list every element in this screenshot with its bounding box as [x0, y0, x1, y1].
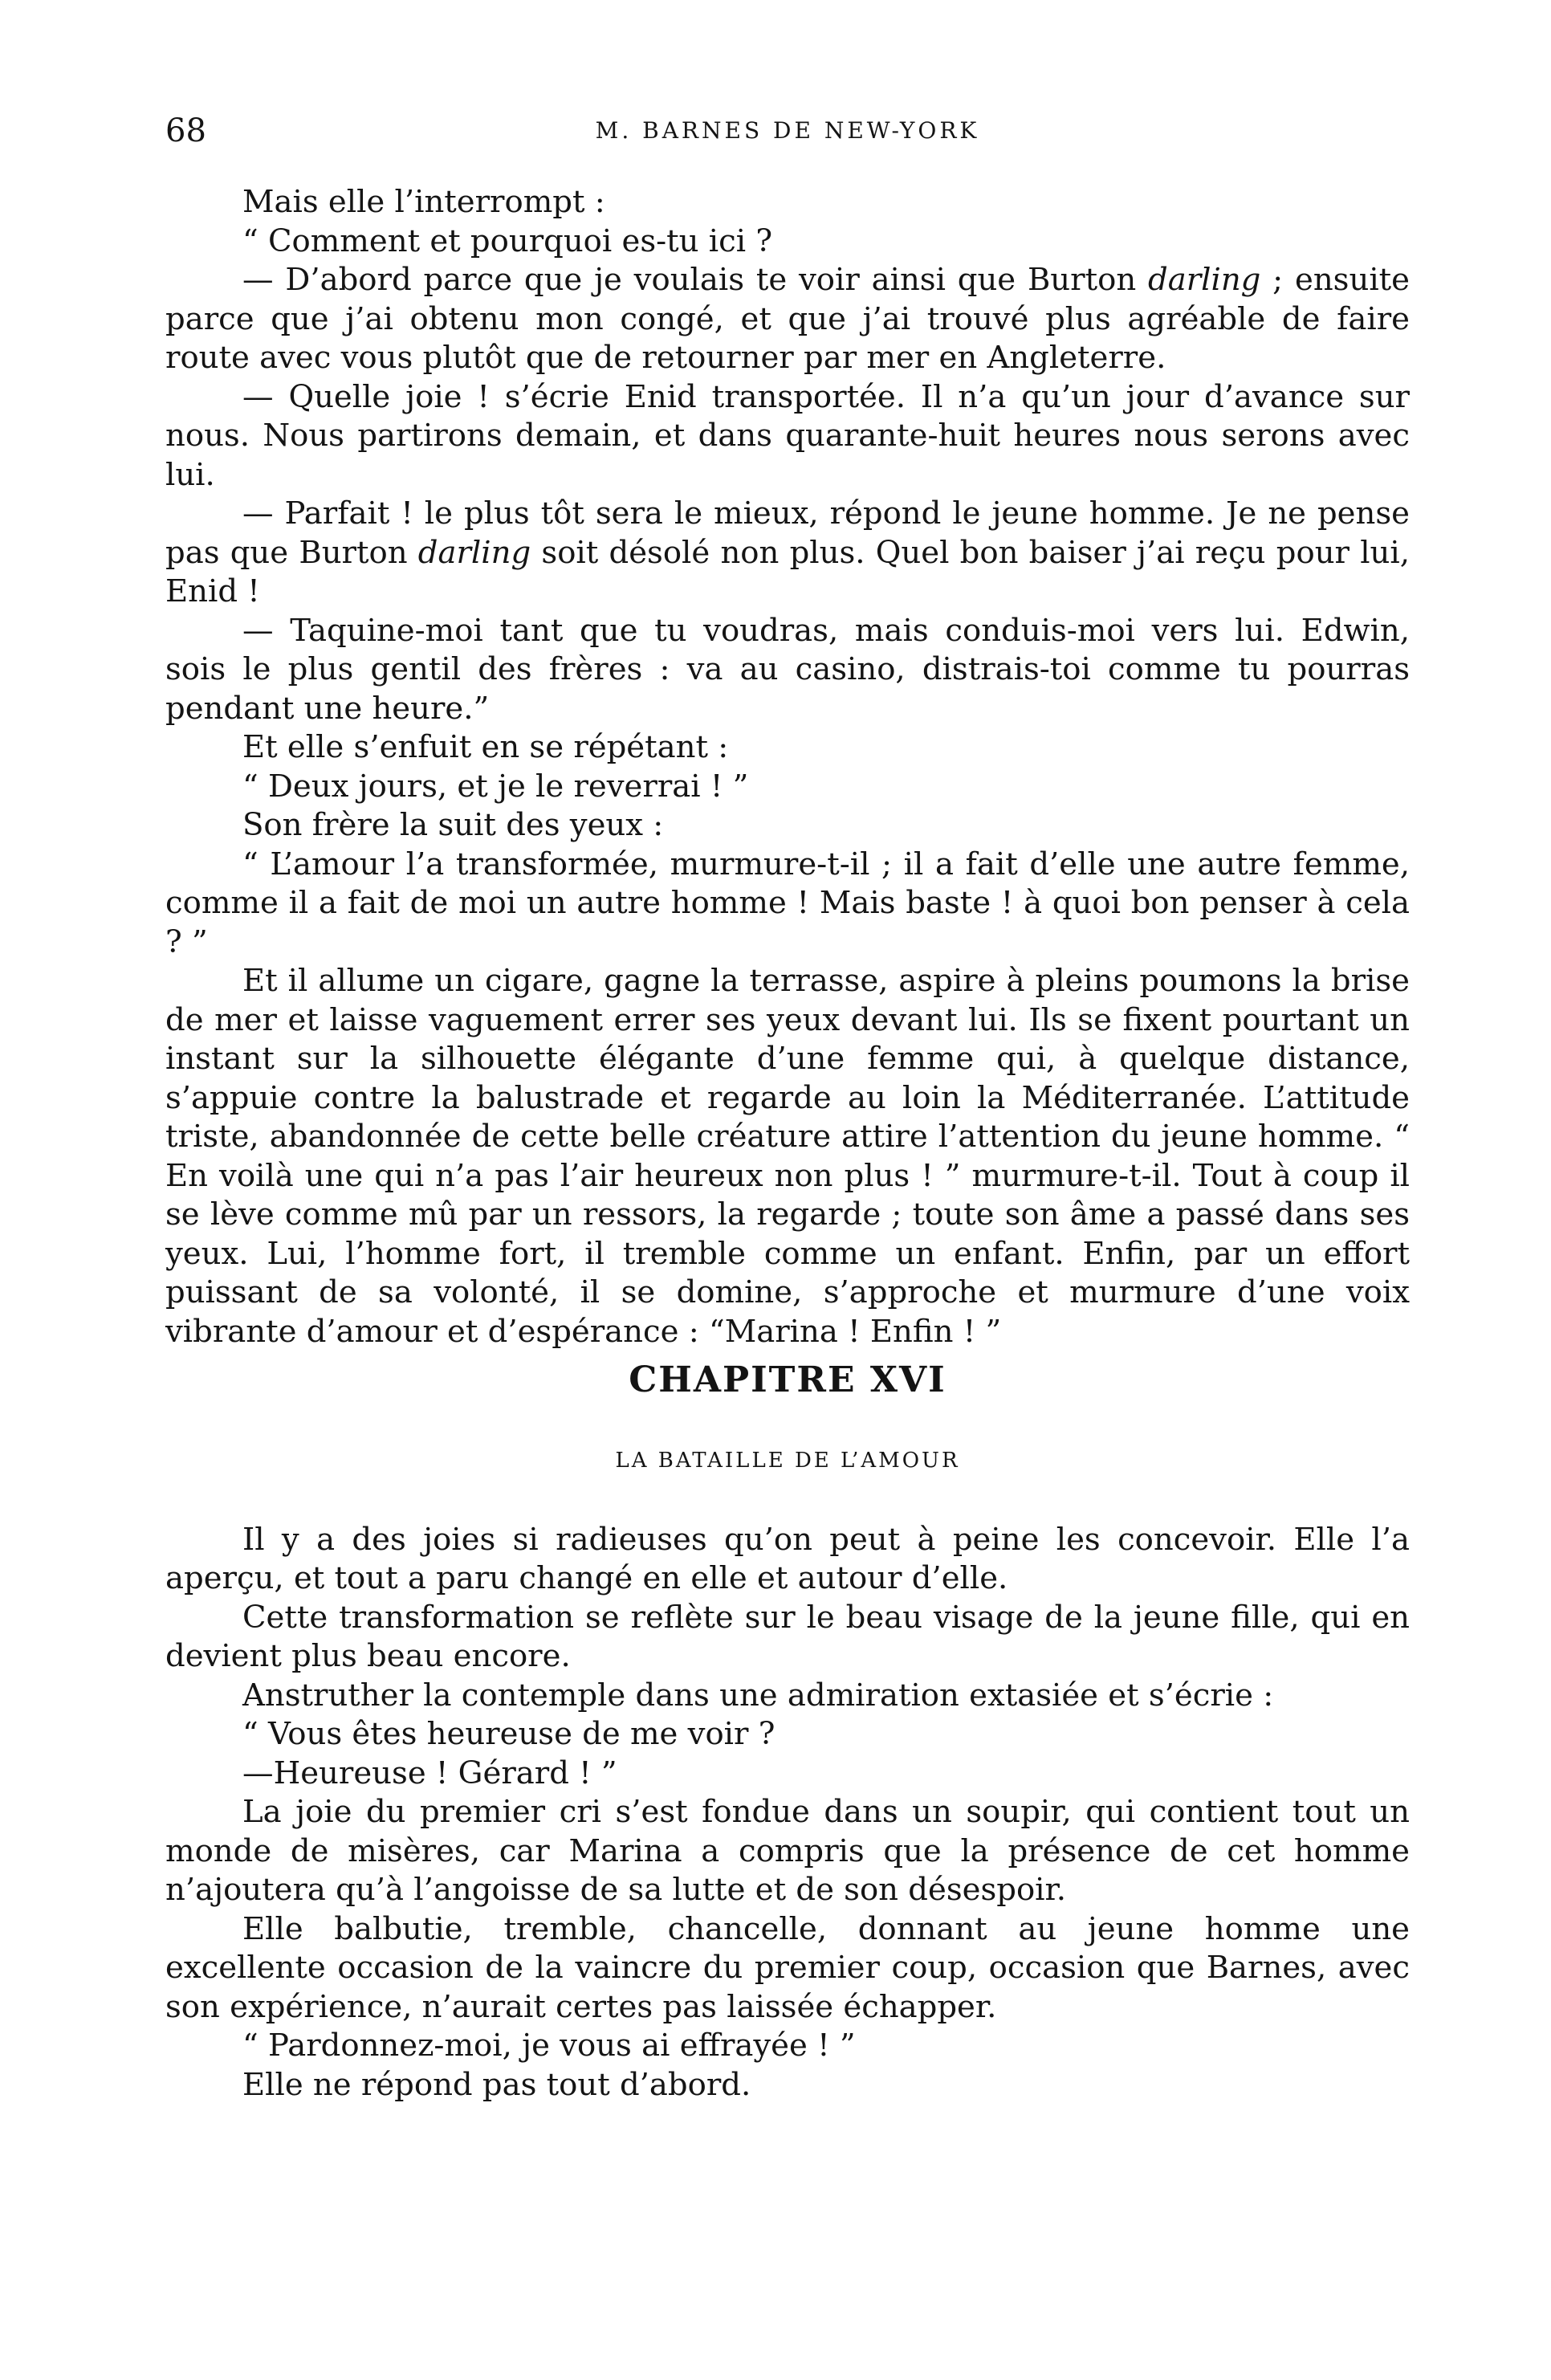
text-before-chapter — [165, 183, 1410, 1351]
chapter-title: CHAPITRE XVI — [629, 1359, 946, 1400]
paragraph: “ L’amour l’a transformée, murmure-t-il ; il a fait d’elle une autre femme, comme il a fait de moi un autre homme ! Mais baste ! à quoi bon penser à cela ? ” — [165, 846, 1410, 960]
italic-term: darling — [1148, 262, 1261, 298]
paragraph: Anstruther la contemple dans une admiration extasiée et s’écrie : — [242, 1677, 1274, 1714]
paragraph: Et elle s’enfuit en se répétant : — [242, 729, 729, 765]
paragraph: “ Deux jours, et je le reverrai ! ” — [242, 768, 749, 805]
paragraph: La joie du premier cri s’est fondue dans un soupir, qui contient tout un monde de misères, car Marina a compris que la présence de cet homme n’ajoutera qu’à l’angoisse de sa lutte et de son désespoir. — [165, 1794, 1410, 1908]
italic-term: darling — [417, 534, 531, 571]
paragraph: — D’abord parce que je voulais te voir ainsi que Burton darling ; ensuite parce que j’ai obtenu mon congé, et que j’ai trouvé plus agréable de faire route avec vous plutôt que de retourner par mer en Angleterre. — [165, 262, 1410, 376]
paragraph: Et il allume un cigare, gagne la terrasse, aspire à pleins poumons la brise de mer et laisse vaguement errer ses yeux devant lui. Ils se fixent pourtant un instant sur la silhouette élégante d’une femme qui, à quelque distance, s’appuie contre la balustrade et regarde au loin la Méditerranée. L’attitude triste, abandonnée de cette belle créature attire l’attention du jeune homme. “ En voilà une qui n’a pas l’air heureux non plus ! ” murmure-t-il. Tout à coup il se lève comme mû par un ressors, la regarde ; toute son âme a passé dans ses yeux. Lui, l’homme fort, il tremble comme un enfant. Enfin, par un effort puissant de sa volonté, il se domine, s’approche et murmure d’une voix vibrante d’amour et d’espérance : “Marina ! Enfin ! ” — [165, 963, 1410, 1350]
text-after-chapter — [165, 1521, 1410, 2105]
page-number: 68 — [165, 112, 206, 149]
running-title: M. BARNES DE NEW-YORK — [595, 117, 980, 144]
paragraph: Elle balbutie, tremble, chancelle, donnant au jeune homme une excellente occasion de la vaincre du premier coup, occasion que Barnes, avec son expérience, n’aurait certes pas laissée échapper. — [165, 1910, 1410, 2025]
chapter-subtitle: LA BATAILLE DE L’AMOUR — [615, 1449, 960, 1473]
body-text — [165, 183, 1410, 2105]
running-header — [165, 112, 1410, 153]
paragraph: Cette transformation se reflète sur le beau visage de la jeune fille, qui en devient plus beau encore. — [165, 1599, 1410, 1674]
paragraph: Son frère la suit des yeux : — [242, 807, 664, 843]
paragraph: Il y a des joies si radieuses qu’on peut à peine les concevoir. Elle l’a aperçu, et tout a paru changé en elle et autour d’elle. — [165, 1521, 1410, 1596]
paragraph: “ Comment et pourquoi es-tu ici ? — [242, 222, 773, 259]
paragraph: — Parfait ! le plus tôt sera le mieux, répond le jeune homme. Je ne pense pas que Burton darling soit désolé non plus. Quel bon baiser j’ai reçu pour lui, Enid ! — [165, 495, 1410, 609]
paragraph: —Heureuse ! Gérard ! ” — [242, 1754, 617, 1791]
paragraph: Mais elle l’interrompt : — [242, 184, 605, 220]
paragraph: — Taquine-moi tant que tu voudras, mais conduis-moi vers lui. Edwin, sois le plus gentil des frères : va au casino, distrais-toi comme tu pourras pendant une heure.” — [165, 612, 1410, 727]
paragraph: Elle ne répond pas tout d’abord. — [242, 2066, 751, 2103]
paragraph: “ Vous êtes heureuse de me voir ? — [242, 1716, 776, 1752]
paragraph: “ Pardonnez-moi, je vous ai effrayée ! ” — [242, 2027, 856, 2064]
paragraph: — Quelle joie ! s’écrie Enid transportée. Il n’a qu’un jour d’avance sur nous. Nous partirons demain, et dans quarante-huit heures nous serons avec lui. — [165, 378, 1410, 493]
